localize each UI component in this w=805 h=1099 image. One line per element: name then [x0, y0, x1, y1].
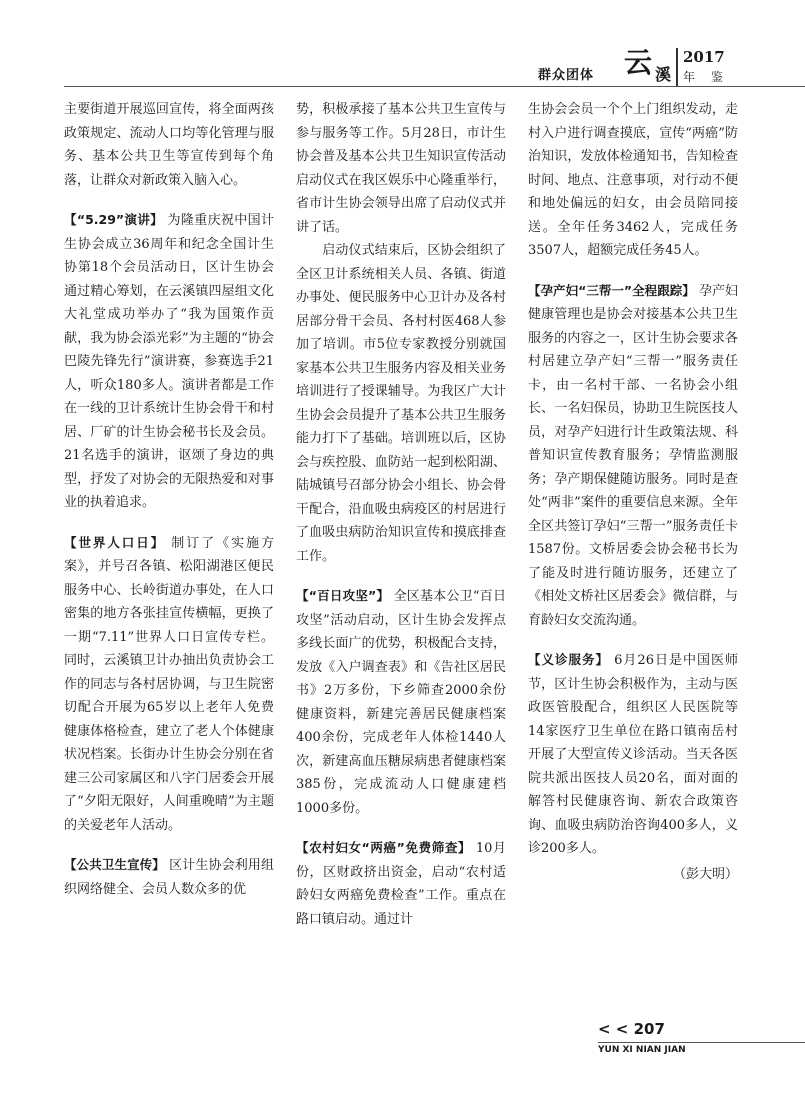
header-rule — [64, 86, 805, 87]
paragraph-tag: 【世界人口日】 — [64, 534, 166, 550]
paragraph — [296, 239, 506, 568]
logo-divider — [676, 48, 678, 86]
paragraph — [64, 208, 274, 515]
author-credit: （彭大明） — [672, 866, 738, 882]
paragraph-text: 孕产妇健康管理也是协会对接基本公共卫生服务的内容之一，区计生协会要求各村居建立孕产妇“三帮一”服务责任卡，由一名村干部、一名协会小组长、一名妇保员，协助卫生院医技人员，对孕产妇进行计生政策法规、科普知识宣传教育服务；孕情监测服务；孕产期保健随访服务。同时是查处“两非”案件的重要信息来源。全年全区共签订孕妇“三帮一”服务责任卡1587份。文桥居委会协会秘书长为了能及时进行随访服务，还建立了《相处文桥社区居委会》微信群，与育龄妇女交流沟通。 — [528, 283, 738, 628]
paragraph — [64, 531, 274, 838]
paragraph-tag: 【农村妇女“两癌”免费筛查】 — [296, 840, 472, 855]
page-number: < < 207 — [598, 1020, 665, 1038]
footer-rule — [598, 1042, 805, 1043]
paragraph-tag: 【公共卫生宣传】 — [64, 857, 165, 872]
paragraph-text: 主要街道开展巡回宣传，将全面两孩政策规定、流动人口均等化管理与服务、基本公共卫生等宣传到每个角落，让群众对新政策入脑入心。 — [64, 102, 274, 188]
page-header — [0, 0, 805, 90]
paragraph-tag: 【“5.29”演讲】 — [64, 212, 164, 227]
section-name: 群众团体 — [538, 68, 595, 83]
text-column-1 — [64, 98, 274, 901]
yearbook-subtitle: 年 鉴 — [683, 70, 729, 84]
yearbook-year: 2017 — [683, 48, 725, 66]
paragraph-tag: 【义诊服务】 — [528, 652, 610, 667]
paragraph-text: 为隆重庆祝中国计生协会成立36周年和纪念全国计生协第18个会员活动日，区计生协会通过精心筹划，在云溪镇四屋组文化大礼堂成功举办了“我为国策作贡献，我为协会添光彩”为主题的“协会巴陵先锋先行”演讲赛，参赛选手21人，听众180多人。演讲者都是工作在一线的卫计系统计生协会骨干和村居、厂矿的计生协会秘书长及会员。21名选手的演讲，讴颂了身边的典型，抒发了对协会的无限热爱和对事业的执着追求。 — [64, 213, 274, 510]
yearbook-logo-main: 云 — [624, 46, 653, 79]
paragraph — [528, 648, 738, 886]
paragraph-text: 启动仪式结束后，区协会组织了全区卫计系统相关人员、各镇、街道办事处、便民服务中心卫计办及各村居部分骨干会员、各村村医468人参加了培训。市5位专家教授分别就国家基本公共卫生服务内容及相关业务培训进行了授课辅导。为我区广大计生协会会员提升了基本公共卫生服务能力打下了基础。培训班以后，区协会与疾控股、血防站一起到松阳湖、陆城镇号召部分协会小组长、协会骨干配合，沿血吸虫病疫区的村居进行了血吸虫病防治知识宣传和摸底排查工作。 — [296, 243, 506, 564]
paragraph-tag: 【“百日攻坚”】 — [296, 588, 390, 603]
paragraph — [296, 584, 506, 820]
paragraph — [64, 98, 274, 192]
paragraph — [64, 853, 274, 901]
paragraph-text: 区计生协会利用组织网络健全、会员人数众多的优 — [64, 858, 274, 897]
paragraph-tag: 【孕产妇“三帮一”全程跟踪】 — [528, 282, 695, 298]
yearbook-logo-sub: 溪 — [655, 65, 672, 84]
paragraph — [528, 279, 738, 633]
paragraph-text: 制订了《实施方案》，并号召各镇、松阳湖港区便民服务中心、长岭街道办事处，在人口密集的地方各张挂宣传横幅，更换了一期“7.11”世界人口日宣传专栏。同时，云溪镇卫计办抽出负责协会工作的同志与各村居协调，与卫生院密切配合开展为65岁以上老年人免费健康体格检查，建立了老人个体健康状况档案。长街办计生协会分别在省建三公司家属区和八字门居委会开展了“夕阳无限好，人间重晚晴”为主题的关爱老年人活动。 — [64, 535, 274, 833]
paragraph-text: 势，积极承接了基本公共卫生宣传与参与服务等工作。5月28日，市计生协会普及基本公共卫生知识宣传活动启动仪式在我区娱乐中心隆重举行，省市计生协会领导出席了启动仪式并讲了话。 — [296, 102, 506, 235]
footer-subtitle: YUN XI NIAN JIAN — [598, 1045, 686, 1055]
paragraph — [528, 98, 738, 263]
paragraph — [296, 98, 506, 239]
paragraph-text: 生协会会员一个个上门组织发动，走村入户进行调查摸底，宣传“两癌”防治知识，发放体检通知书，告知检查时间、地点、注意事项，对行动不便和地处偏远的妇女，由会员陪同接送。全年任务3462人，完成任务3507人，超额完成任务45人。 — [528, 102, 738, 258]
paragraph-text: 全区基本公卫“百日攻坚”活动启动，区计生协会发挥点多线长面广的优势，积极配合支持，发放《入户调查表》和《告社区居民书》2万多份，下乡筛查2000余份健康资料，新建完善居民健康档案400余份，完成老年人体检1440人次，新建高血压糖尿病患者健康档案385份，完成流动人口健康建档1000多份。 — [296, 589, 506, 816]
paragraph-text: 10月份，区财政挤出资金，启动“农村适龄妇女两癌免费检查”工作。重点在路口镇启动。通过计 — [296, 841, 506, 927]
paragraph — [296, 836, 506, 931]
text-column-3 — [528, 98, 738, 886]
paragraph-text: 6月26日是中国医师节，区计生协会积极作为，主动与医政医管股配合，组织区人民医院等14家医疗卫生单位在路口镇南岳村开展了大型宣传义诊活动。当天各医院共派出医技人员20名，面对面的解答村民健康咨询、新农合政策咨询、血吸虫病防治咨询400多人，义诊200多人。 — [528, 653, 738, 856]
text-column-2 — [296, 98, 506, 931]
